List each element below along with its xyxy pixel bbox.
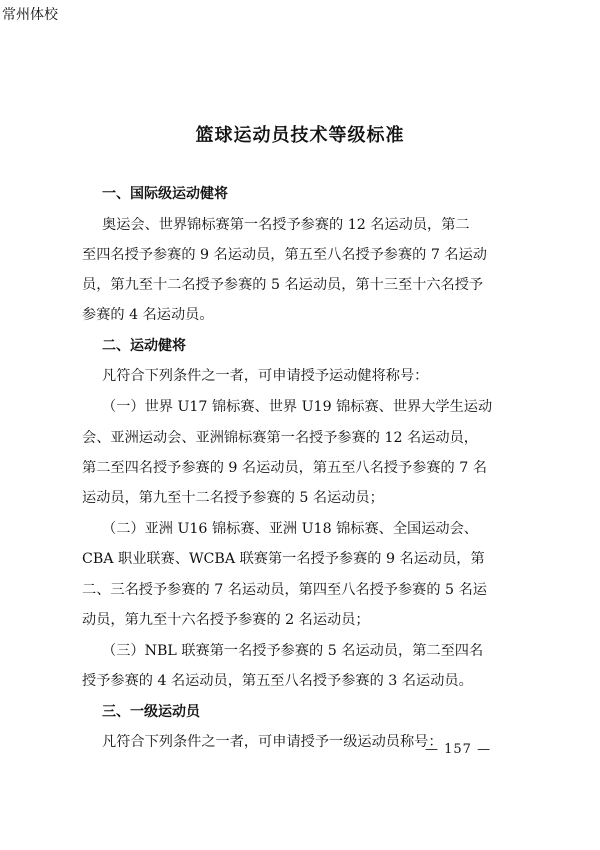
paragraph-line: （二）亚洲 U16 锦标赛、亚洲 U18 锦标赛、全国运动会、 bbox=[102, 521, 478, 537]
paragraph-line: 二、三名授予参赛的 7 名运动员，第四至八名授予参赛的 5 名运 bbox=[82, 582, 487, 598]
paragraph-line: 至四名授予参赛的 9 名运动员，第五至八名授予参赛的 7 名运动 bbox=[82, 247, 487, 263]
watermark-text: 常州体校 bbox=[2, 7, 58, 23]
page-number: — 157 — bbox=[425, 742, 492, 757]
section-heading-first-class: 三、一级运动员 bbox=[102, 704, 200, 720]
paragraph-line: （三）NBL 联赛第一名授予参赛的 5 名运动员，第二至四名 bbox=[102, 643, 484, 659]
paragraph-line: 参赛的 4 名运动员。 bbox=[82, 307, 214, 323]
section-heading-international-master: 一、国际级运动健将 bbox=[102, 186, 228, 202]
page-title: 篮球运动员技术等级标准 bbox=[195, 125, 405, 146]
paragraph-line: 凡符合下列条件之一者，可申请授予一级运动员称号： bbox=[102, 734, 443, 750]
paragraph-line: 会、亚洲运动会、亚洲锦标赛第一名授予参赛的 12 名运动员， bbox=[82, 430, 478, 446]
paragraph-line: 第二至四名授予参赛的 9 名运动员，第五至八名授予参赛的 7 名 bbox=[82, 460, 487, 476]
paragraph-line: CBA 职业联赛、WCBA 联赛第一名授予参赛的 9 名运动员，第 bbox=[82, 551, 485, 567]
section-heading-master: 二、运动健将 bbox=[102, 338, 186, 354]
paragraph-line: 凡符合下列条件之一者，可申请授予运动健将称号： bbox=[102, 368, 429, 384]
paragraph-line: 动员，第九至十六名授予参赛的 2 名运动员； bbox=[82, 612, 370, 628]
paragraph-line: 奥运会、世界锦标赛第一名授予参赛的 12 名运动员，第二 bbox=[102, 217, 470, 233]
paragraph-line: 授予参赛的 4 名运动员，第五至八名授予参赛的 3 名运动员。 bbox=[82, 673, 473, 689]
paragraph-line: 运动员，第九至十二名授予参赛的 5 名运动员； bbox=[82, 490, 384, 506]
paragraph-line: （一）世界 U17 锦标赛、世界 U19 锦标赛、世界大学生运动 bbox=[102, 399, 493, 415]
paragraph-line: 员，第九至十二名授予参赛的 5 名运动员，第十三至十六名授予 bbox=[82, 277, 484, 293]
